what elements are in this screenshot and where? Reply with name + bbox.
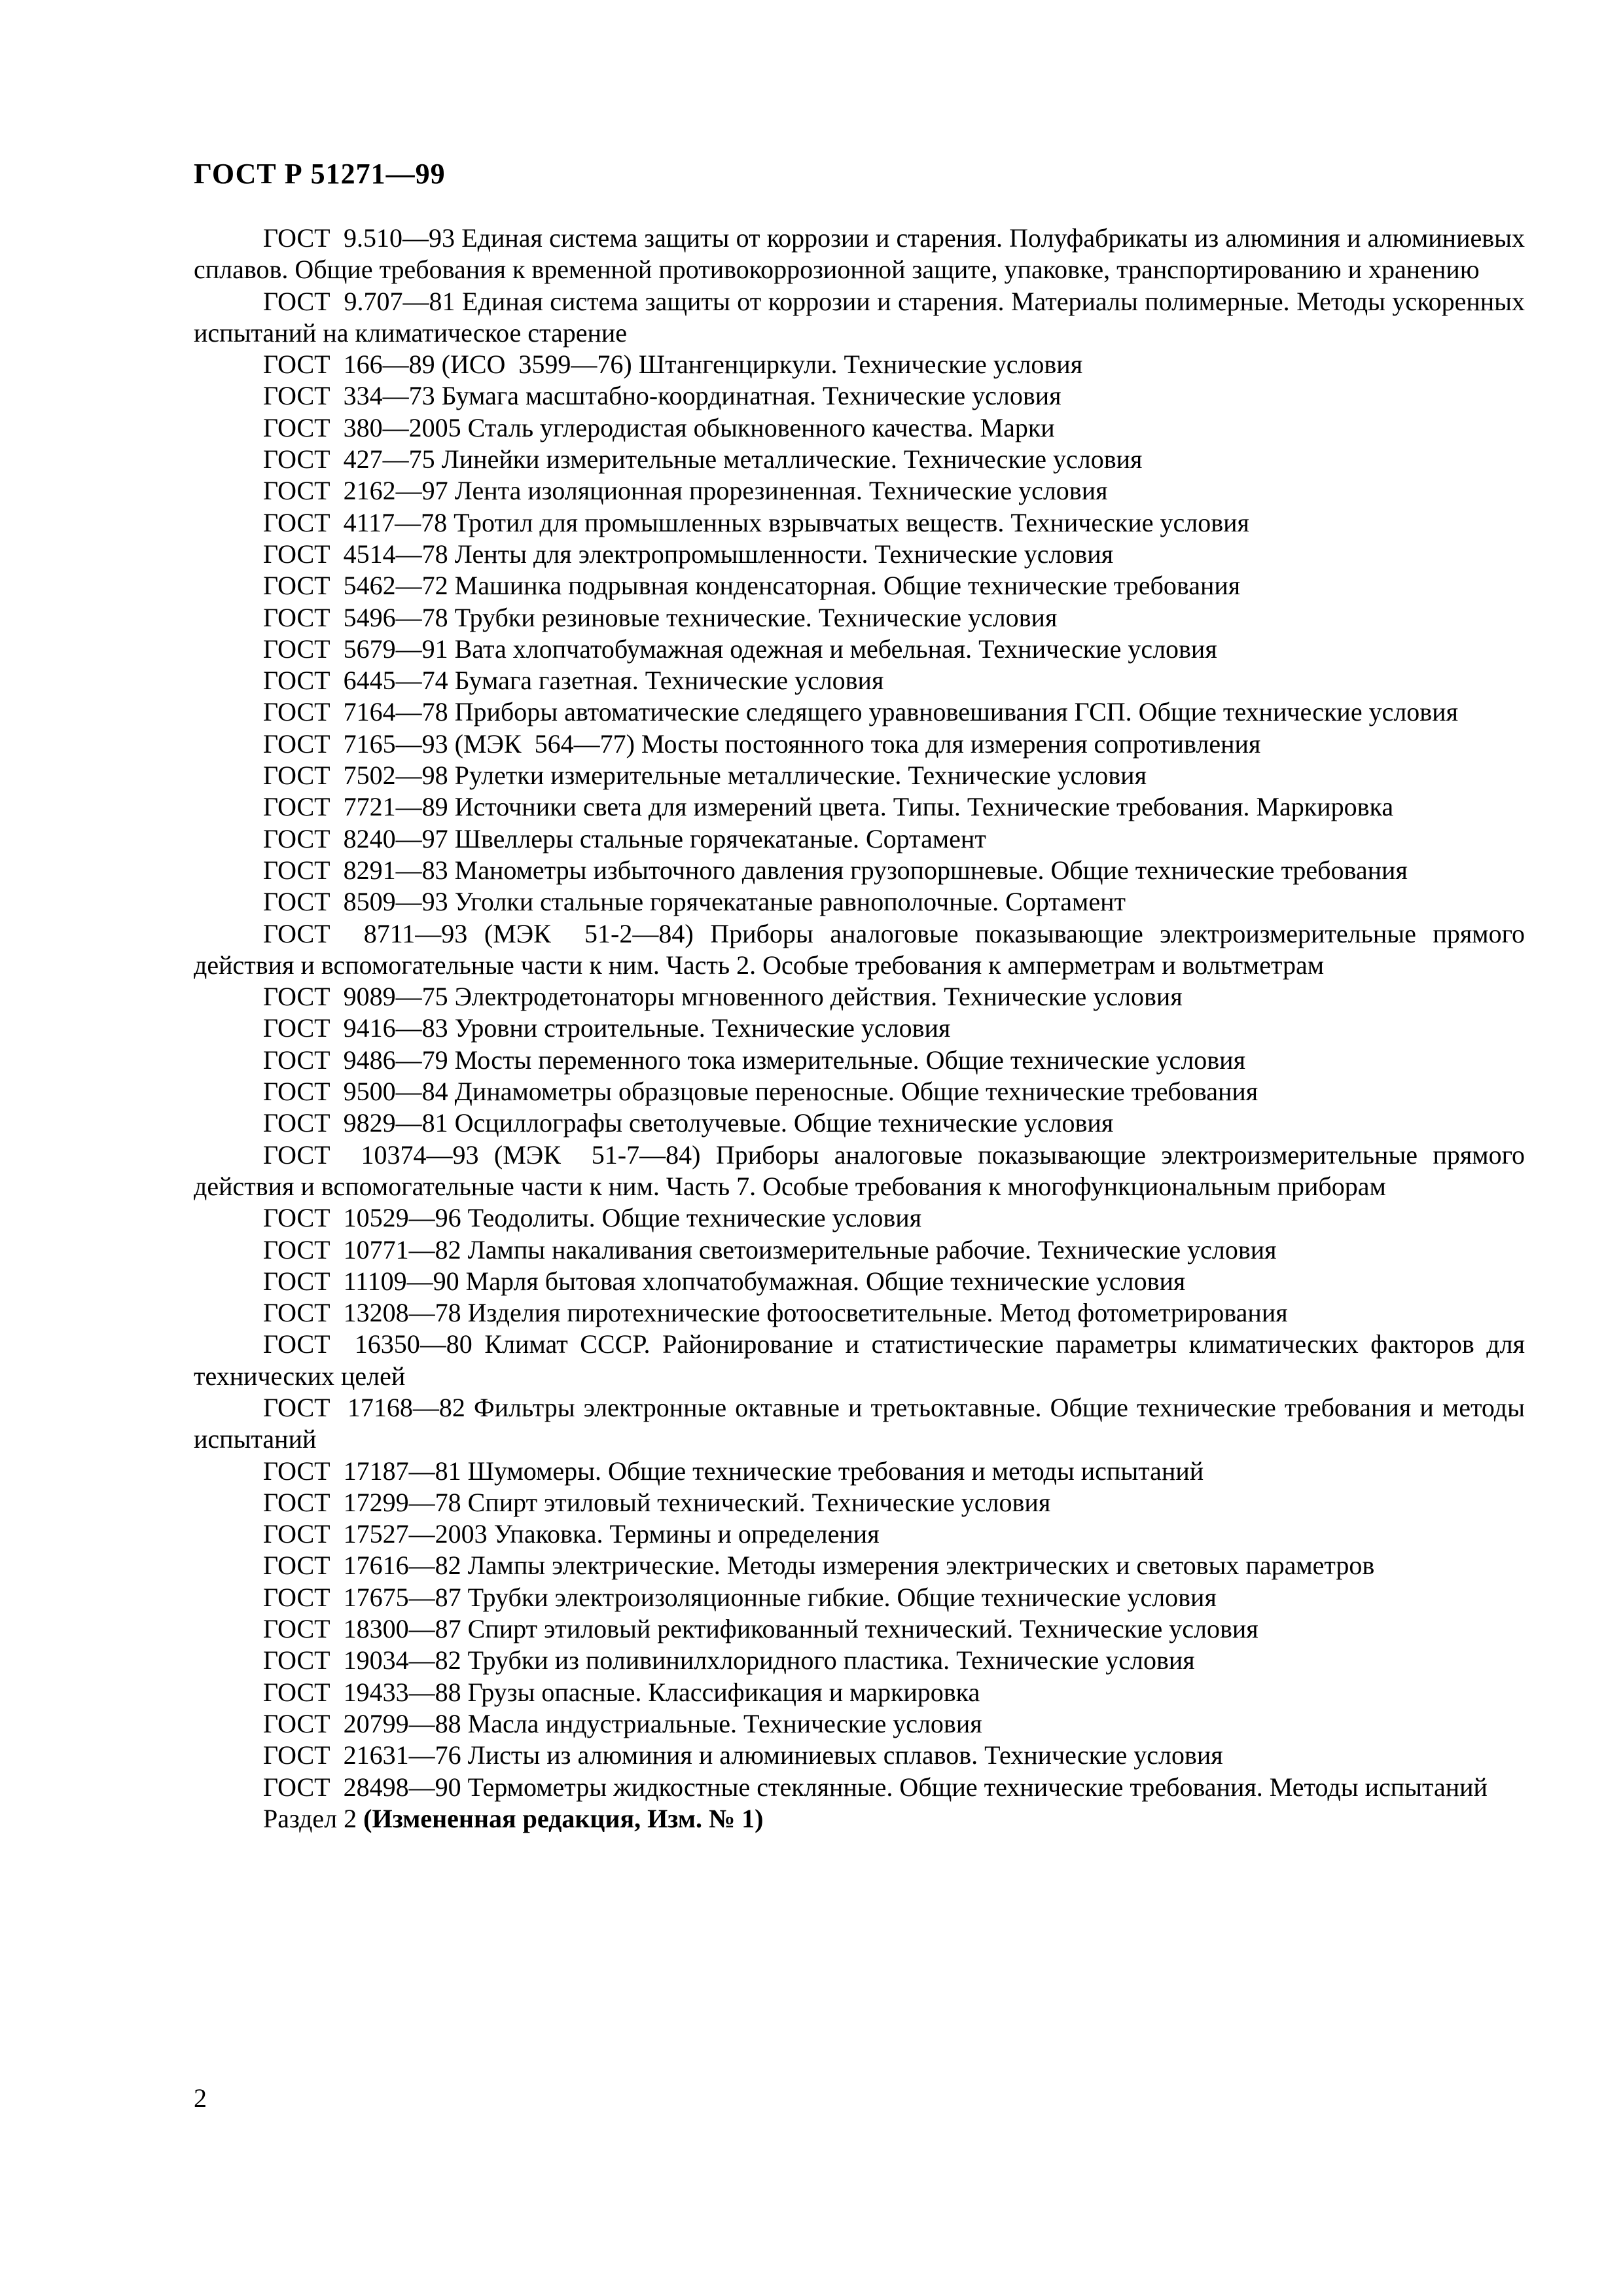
reference-code: ГОСТ 19034—82 (263, 1645, 461, 1676)
reference-title: Шумомеры. Общие технические требования и методы испытаний (467, 1456, 1204, 1486)
reference-entry (194, 1202, 1525, 1234)
reference-title: Климат СССР. Районирование и статистические параметры климатических факторов для технических целей (194, 1329, 1525, 1391)
reference-code: ГОСТ 8711—93 (МЭК 51-2—84) (263, 918, 694, 948)
reference-title: Швеллеры стальные горячекатаные. Сортамент (454, 823, 986, 853)
reference-code: ГОСТ 11109—90 (263, 1266, 459, 1296)
reference-code: ГОСТ 19433—88 (263, 1677, 461, 1707)
reference-entry (194, 1740, 1525, 1771)
reference-title: Приборы автоматические следящего уравновешивания ГСП. Общие технические условия (454, 697, 1458, 727)
reference-code: ГОСТ 13208—78 (263, 1298, 461, 1328)
reference-entry (194, 1613, 1525, 1645)
reference-entry (194, 570, 1525, 601)
amendment-note: (Измененная редакция, Изм. № 1) (363, 1803, 764, 1833)
reference-entry (194, 728, 1525, 760)
normative-references (194, 223, 1525, 1835)
reference-entry (194, 1076, 1525, 1107)
reference-entry (194, 602, 1525, 634)
reference-title: Единая система защиты от коррозии и старения. Полуфабрикаты из алюминия и алюминиевых сплавов. Общие требования к временной противокоррозионной защите, упаковке, транспортированию и хранению (194, 223, 1525, 285)
reference-code: ГОСТ 20799—88 (263, 1708, 461, 1738)
reference-code: ГОСТ 9.707—81 (263, 286, 455, 316)
reference-entry (194, 1234, 1525, 1266)
reference-entry (194, 1045, 1525, 1076)
reference-title: Вата хлопчатобумажная одежная и мебельная. Технические условия (454, 634, 1217, 664)
reference-entry (194, 444, 1525, 475)
reference-entry (194, 1456, 1525, 1487)
reference-title: Тротил для промышленных взрывчатых веществ. Технические условия (454, 507, 1249, 537)
reference-entry (194, 349, 1525, 380)
reference-entry (194, 286, 1525, 350)
reference-title: Единая система защиты от коррозии и старения. Материалы полимерные. Методы ускоренных испытаний на климатическое старение (194, 286, 1525, 348)
reference-code: ГОСТ 9089—75 (263, 982, 448, 1012)
reference-title: Манометры избыточного давления грузопоршневые. Общие технические требования (454, 855, 1408, 885)
reference-title: Мосты переменного тока измерительные. Общие технические условия (454, 1045, 1245, 1075)
reference-entry (194, 1297, 1525, 1329)
reference-title: Электродетонаторы мгновенного действия. Технические условия (454, 982, 1183, 1012)
reference-entry (194, 1645, 1525, 1676)
reference-title: Трубки резиновые технические. Технические условия (454, 602, 1058, 632)
reference-code: ГОСТ 10374—93 (МЭК 51-7—84) (263, 1139, 701, 1170)
reference-code: ГОСТ 17675—87 (263, 1582, 461, 1612)
reference-entry (194, 1582, 1525, 1613)
reference-title: Мосты постоянного тока для измерения сопротивления (641, 728, 1261, 759)
reference-code: ГОСТ 16350—80 (263, 1329, 473, 1359)
reference-code: ГОСТ 17299—78 (263, 1487, 461, 1517)
reference-title: Динамометры образцовые переносные. Общие технические требования (454, 1077, 1258, 1107)
reference-entry (194, 1392, 1525, 1456)
reference-code: ГОСТ 18300—87 (263, 1614, 461, 1644)
reference-code: ГОСТ 7721—89 (263, 792, 448, 822)
reference-title: Ленты для электропромышленности. Технические условия (454, 539, 1114, 569)
reference-title: Приборы аналоговые показывающие электроизмерительные прямого действия и вспомогательные части к ним. Часть 7. Особые требования к многофункциональным приборам (194, 1139, 1525, 1201)
reference-code: ГОСТ 17527—2003 (263, 1519, 488, 1549)
reference-code: ГОСТ 6445—74 (263, 666, 448, 696)
reference-code: ГОСТ 4117—78 (263, 507, 448, 537)
reference-entry (194, 539, 1525, 570)
reference-title: Рулетки измерительные металлические. Технические условия (454, 761, 1147, 791)
reference-entry (194, 981, 1525, 1013)
reference-title: Сталь углеродистая обыкновенного качества. Марки (467, 412, 1055, 442)
reference-entry (194, 665, 1525, 696)
reference-code: ГОСТ 5679—91 (263, 634, 448, 664)
reference-entry (194, 1107, 1525, 1139)
reference-entry (194, 1550, 1525, 1581)
reference-title: Марля бытовая хлопчатобумажная. Общие технические условия (465, 1266, 1186, 1296)
reference-title: Упаковка. Термины и определения (493, 1519, 880, 1549)
reference-title: Лампы накаливания светоизмерительные рабочие. Технические условия (467, 1234, 1277, 1265)
reference-title: Бумага газетная. Технические условия (454, 666, 884, 696)
reference-code: ГОСТ 7164—78 (263, 697, 448, 727)
reference-code: ГОСТ 8509—93 (263, 887, 448, 917)
reference-entry (194, 634, 1525, 665)
reference-title: Уголки стальные горячекатаные равнополочные. Сортамент (454, 887, 1126, 917)
section-note (194, 1803, 1525, 1835)
reference-title: Листы из алюминия и алюминиевых сплавов. Технические условия (467, 1740, 1223, 1770)
reference-title: Машинка подрывная конденсаторная. Общие технические требования (454, 571, 1241, 601)
document-header: ГОСТ Р 51271—99 (194, 158, 446, 190)
reference-code: ГОСТ 427—75 (263, 444, 435, 475)
reference-code: ГОСТ 4514—78 (263, 539, 448, 569)
reference-entry (194, 1518, 1525, 1550)
reference-title: Уровни строительные. Технические условия (454, 1013, 951, 1043)
reference-entry (194, 1487, 1525, 1518)
reference-code: ГОСТ 5462—72 (263, 571, 448, 601)
reference-entry (194, 412, 1525, 444)
reference-title: Штангенциркули. Технические условия (638, 350, 1083, 380)
reference-entry (194, 1013, 1525, 1044)
reference-entry (194, 696, 1525, 728)
reference-code: ГОСТ 17168—82 (263, 1392, 465, 1422)
reference-code: ГОСТ 28498—90 (263, 1772, 461, 1802)
reference-entry (194, 1708, 1525, 1740)
reference-code: ГОСТ 9486—79 (263, 1045, 448, 1075)
reference-list (194, 223, 1525, 1803)
reference-code: ГОСТ 17187—81 (263, 1456, 461, 1486)
reference-code: ГОСТ 8291—83 (263, 855, 448, 885)
page-number: 2 (194, 2083, 207, 2113)
reference-title: Теодолиты. Общие технические условия (467, 1203, 922, 1233)
reference-title: Лента изоляционная прорезиненная. Технические условия (454, 476, 1108, 506)
reference-title: Бумага масштабно-координатная. Технические условия (441, 381, 1061, 411)
reference-code: ГОСТ 7165—93 (МЭК 564—77) (263, 728, 635, 759)
reference-entry (194, 886, 1525, 918)
reference-entry (194, 918, 1525, 982)
reference-entry (194, 1266, 1525, 1297)
reference-code: ГОСТ 9829—81 (263, 1108, 448, 1138)
reference-entry (194, 507, 1525, 539)
reference-title: Лампы электрические. Методы измерения электрических и световых параметров (467, 1551, 1375, 1581)
reference-title: Термометры жидкостные стеклянные. Общие технические требования. Методы испытаний (467, 1772, 1488, 1802)
reference-title: Масла индустриальные. Технические условия (467, 1708, 982, 1738)
reference-entry (194, 855, 1525, 886)
reference-entry (194, 823, 1525, 855)
reference-title: Грузы опасные. Классификация и маркировка (467, 1677, 980, 1707)
reference-entry (194, 380, 1525, 412)
reference-code: ГОСТ 5496—78 (263, 602, 448, 632)
reference-title: Трубки электроизоляционные гибкие. Общие технические условия (467, 1582, 1217, 1612)
reference-entry (194, 791, 1525, 823)
reference-entry (194, 1677, 1525, 1708)
reference-code: ГОСТ 9.510—93 (263, 223, 455, 253)
reference-title: Линейки измерительные металлические. Технические условия (441, 444, 1143, 475)
reference-code: ГОСТ 7502—98 (263, 761, 448, 791)
reference-code: ГОСТ 21631—76 (263, 1740, 461, 1770)
reference-code: ГОСТ 10771—82 (263, 1234, 461, 1265)
reference-code: ГОСТ 17616—82 (263, 1551, 461, 1581)
reference-title: Источники света для измерений цвета. Типы. Технические требования. Маркировка (454, 792, 1394, 822)
reference-title: Фильтры электронные октавные и третьоктавные. Общие технические требования и методы испытаний (194, 1392, 1525, 1454)
reference-entry (194, 1329, 1525, 1392)
reference-title: Спирт этиловый ректификованный технический. Технические условия (467, 1614, 1258, 1644)
reference-entry (194, 1772, 1525, 1803)
reference-code: ГОСТ 9416—83 (263, 1013, 448, 1043)
reference-code: ГОСТ 166—89 (ИСО 3599—76) (263, 350, 632, 380)
section-label: Раздел 2 (263, 1803, 357, 1833)
reference-title: Спирт этиловый технический. Технические условия (467, 1487, 1051, 1517)
reference-code: ГОСТ 380—2005 (263, 412, 461, 442)
reference-code: ГОСТ 334—73 (263, 381, 435, 411)
reference-title: Осциллографы светолучевые. Общие технические условия (454, 1108, 1114, 1138)
reference-code: ГОСТ 8240—97 (263, 823, 448, 853)
reference-entry (194, 760, 1525, 791)
reference-title: Приборы аналоговые показывающие электроизмерительные прямого действия и вспомогательные части к ним. Часть 2. Особые требования к амперметрам и вольтметрам (194, 918, 1525, 980)
reference-entry (194, 475, 1525, 507)
reference-code: ГОСТ 10529—96 (263, 1203, 461, 1233)
reference-entry (194, 223, 1525, 286)
reference-title: Трубки из поливинилхлоридного пластика. Технические условия (467, 1645, 1195, 1676)
reference-entry (194, 1139, 1525, 1203)
reference-title: Изделия пиротехнические фотоосветительные. Метод фотометрирования (467, 1298, 1288, 1328)
reference-code: ГОСТ 2162—97 (263, 476, 448, 506)
reference-code: ГОСТ 9500—84 (263, 1077, 448, 1107)
